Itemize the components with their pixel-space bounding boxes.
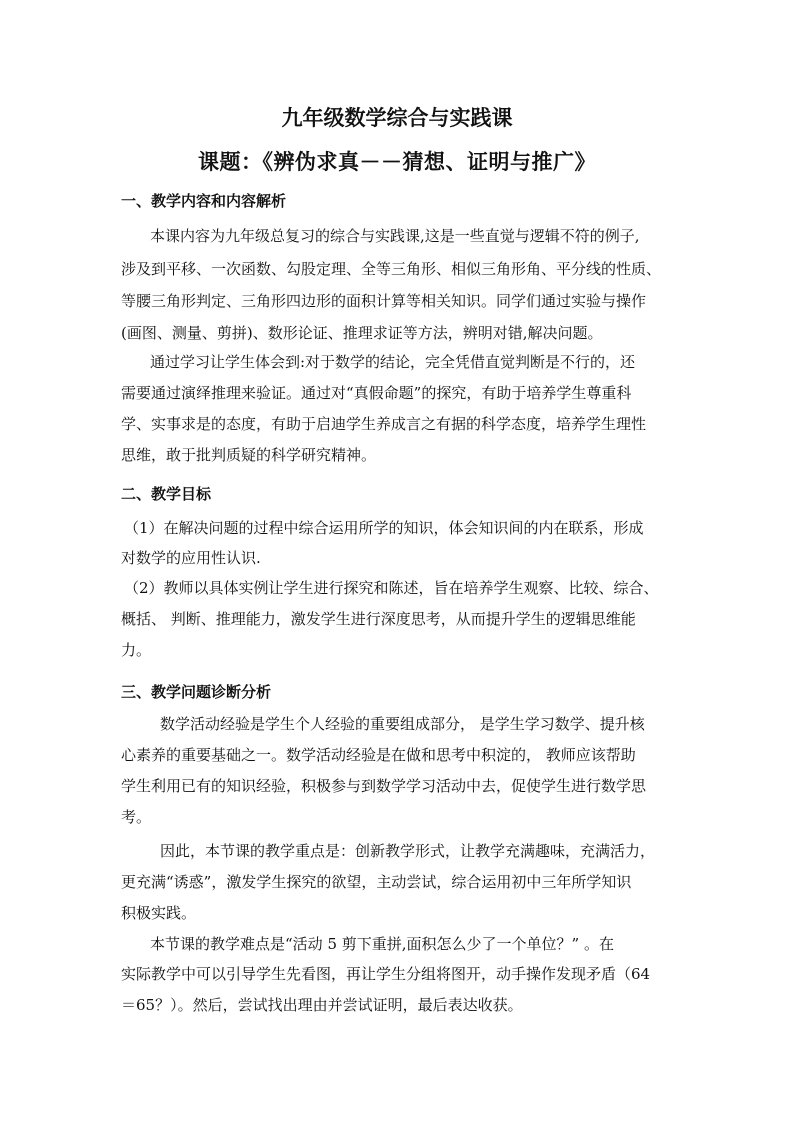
goal-item-2-line: 概括、 判断、推理能力，激发学生进行深度思考，从而提升学生的逻辑思维能 [121,610,636,628]
paragraph-line: 考。 [121,808,152,826]
paragraph-line: 本课内容为九年级总复习的综合与实践课,这是一些直觉与逻辑不符的例子, [150,227,640,245]
paragraph-line: 学、实事求是的态度，有助于启迪学生养成言之有据的科学态度，培养学生理性 [121,415,647,433]
paragraph-line: 涉及到平移、一次函数、勾股定理、全等三角形、相似三角形角、平分线的性质、 [121,260,662,278]
paragraph-line: (画图、测量、剪拼)、数形论证、推理求证等方法，辨明对错,解决问题。 [121,324,603,342]
goal-item-1-line: 对数学的应用性认识. [121,549,261,567]
paragraph-line: 思维，敢于批判质疑的科学研究精神。 [121,446,377,464]
paragraph-line: ＝65？）。然后，尝试找出理由并尝试证明，最后表达收获。 [121,996,523,1014]
paragraph-line: 本节课的教学难点是“活动 5 剪下重拼,面积怎么少了一个单位？” 。在 [150,935,614,953]
paragraph-line: 心素养的重要基础之一。数学活动经验是在做和思考中积淀的， 教师应该帮助 [121,746,636,764]
document-title: 九年级数学综合与实践课 [281,106,513,130]
section-heading-problem-diagnosis: 三、教学问题诊断分析 [121,683,272,701]
paragraph-line: 通过学习让学生体会到:对于数学的结论，完全凭借直觉判断是不行的，还 [150,353,636,371]
paragraph-line: 学生利用已有的知识经验，积极参与到数学学习活动中去，促使学生进行数学思 [121,777,647,795]
goal-item-2-line: 力。 [121,641,152,659]
paragraph-line: 数学活动经验是学生个人经验的重要组成部分， 是学生学习数学、提升核 [160,715,645,733]
section-heading-content-analysis: 一、教学内容和内容解析 [121,192,287,210]
lesson-topic: 课题：《辨伪求真－－猜想、证明与推广》 [198,150,596,174]
paragraph-line: 更充满“诱惑”，激发学生探究的欲望，主动尝试，综合运用初中三年所学知识 [121,873,632,891]
paragraph-line: 因此，本节课的教学重点是：创新教学形式，让教学充满趣味，充满活力， [160,842,656,860]
paragraph-line: 需要通过演绎推理来验证。通过对“真假命题”的探究，有助于培养学生尊重科 [121,384,632,402]
section-heading-teaching-goals: 二、教学目标 [121,485,212,503]
paragraph-line: 实际教学中可以引导学生先看图，再让学生分组将图开，动手操作发现矛盾（64 [121,965,651,983]
paragraph-line: 积极实践。 [121,904,197,922]
goal-item-1-line: （1）在解决问题的过程中综合运用所学的知识，体会知识间的内在联系，形成 [124,519,644,537]
paragraph-line: 等腰三角形判定、三角形四边形的面积计算等相关知识。同学们通过实验与操作 [121,292,647,310]
goal-item-2-line: （2）教师以具体实例让学生进行探究和陈述，旨在培养学生观察、比较、综合、 [124,579,659,597]
